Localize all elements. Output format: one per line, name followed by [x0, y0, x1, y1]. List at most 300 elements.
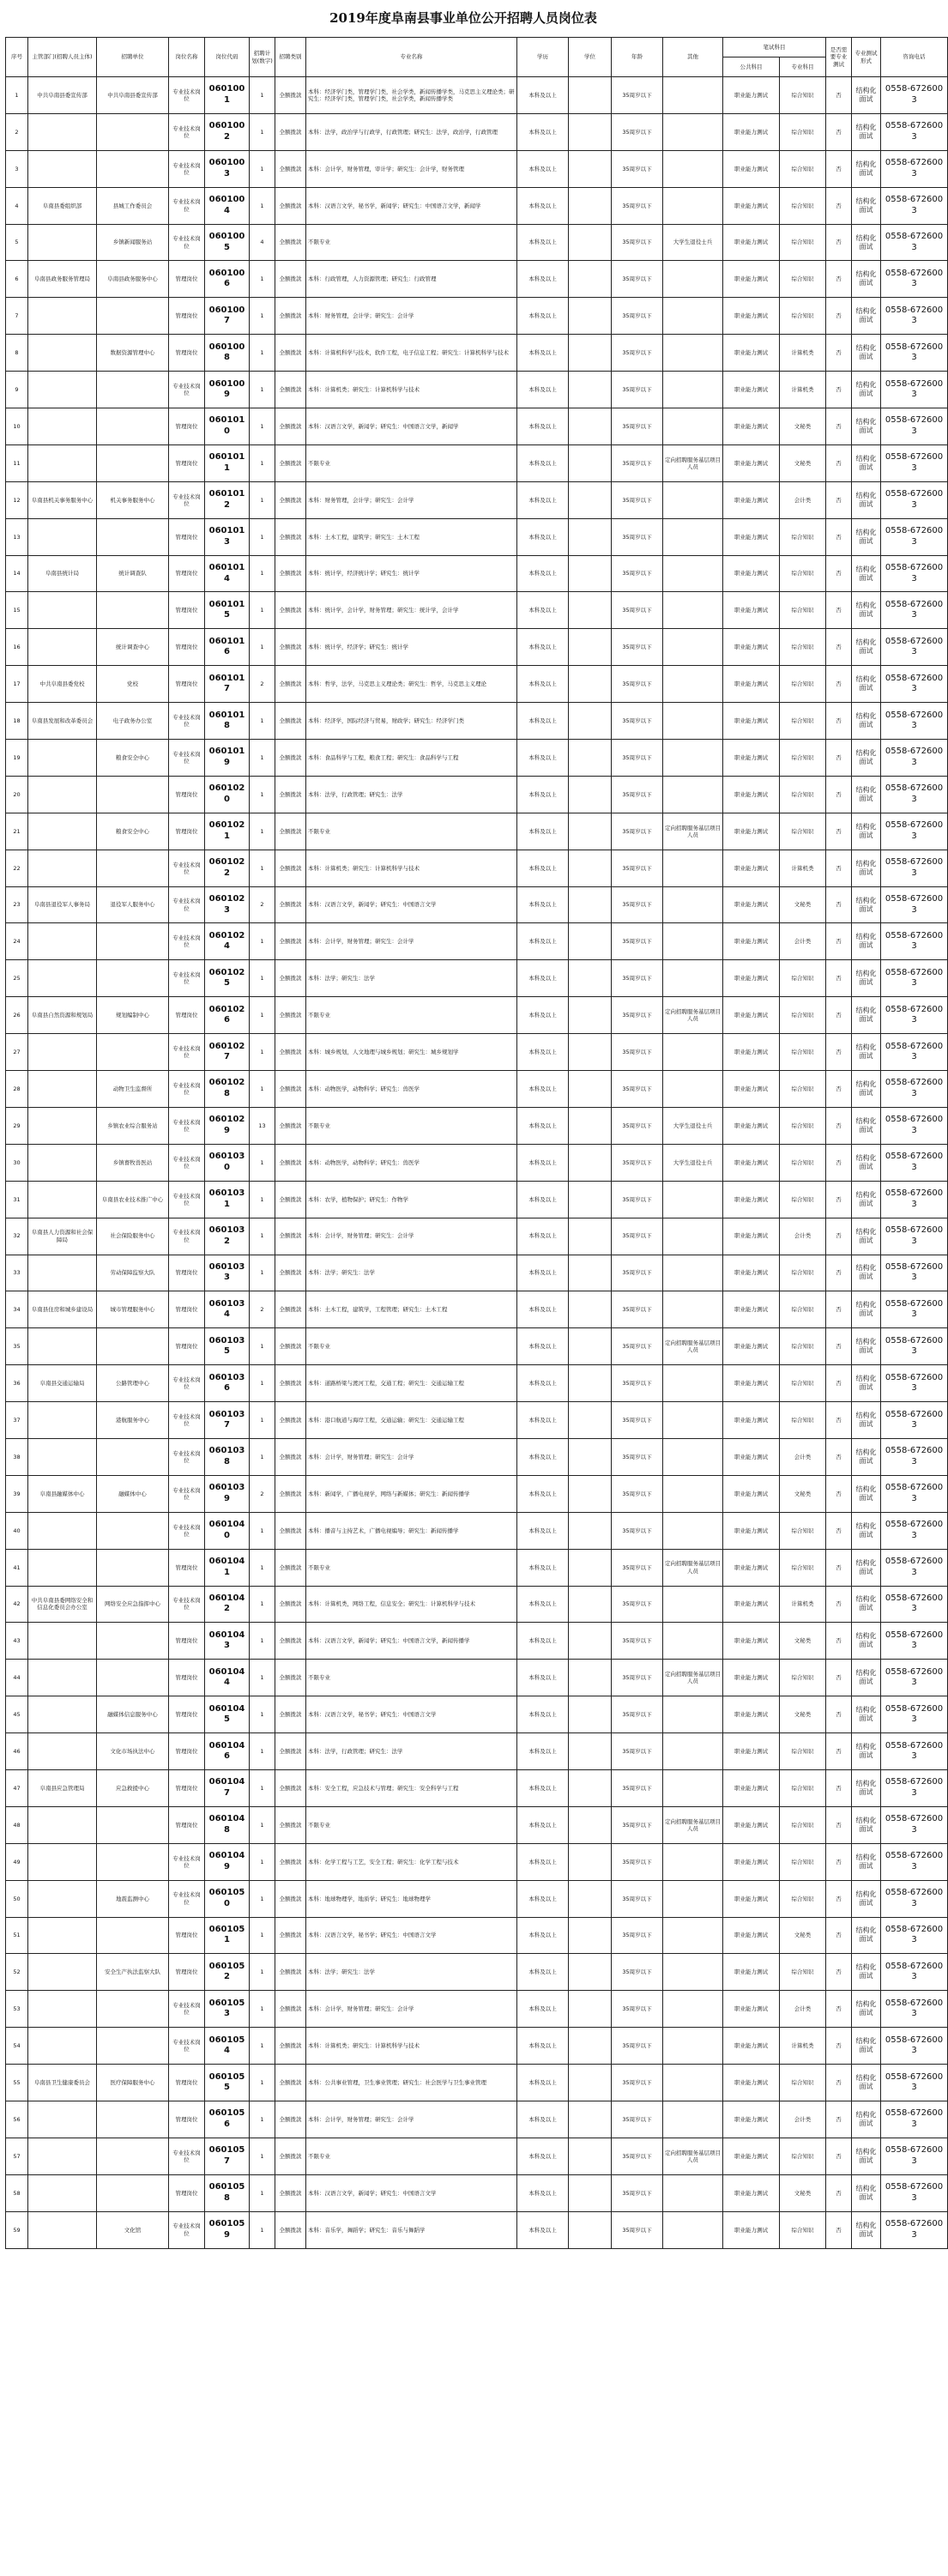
- pro-test-cell: 结构化面试: [852, 2211, 881, 2248]
- pro-test-cell: 结构化面试: [852, 1475, 881, 1512]
- unit-cell: 医疗保障服务中心: [97, 2065, 169, 2101]
- pro-test-cell: 结构化面试: [852, 1438, 881, 1475]
- phone-cell: 0558-6726003: [881, 444, 948, 481]
- pro-test-cell: 结构化面试: [852, 2174, 881, 2211]
- position-code-cell: 0601001: [205, 77, 250, 114]
- row-number: 58: [6, 2174, 28, 2211]
- degree-cell: [569, 923, 612, 960]
- position-code-cell: 0601054: [205, 2028, 250, 2065]
- position-name-cell: 管理岗位: [169, 2101, 205, 2138]
- education-cell: 本科及以上: [517, 629, 569, 666]
- degree-cell: [569, 592, 612, 629]
- exam-common-cell: 职业能力测试: [723, 1071, 780, 1108]
- trial-cell: 否: [826, 481, 852, 518]
- exam-pro-cell: 文秘类: [780, 408, 826, 445]
- department-cell: [28, 1181, 97, 1218]
- pro-test-cell: 结构化面试: [852, 2028, 881, 2065]
- unit-cell: [97, 1806, 169, 1843]
- education-cell: 本科及以上: [517, 555, 569, 592]
- pro-test-cell: 结构化面试: [852, 1843, 881, 1880]
- position-code-cell: 0601049: [205, 1843, 250, 1880]
- department-cell: [28, 2138, 97, 2174]
- pro-test-cell: 结构化面试: [852, 813, 881, 850]
- education-cell: 本科及以上: [517, 518, 569, 555]
- header-pro-test: 专业测试形式: [852, 38, 881, 77]
- degree-cell: [569, 886, 612, 923]
- pro-test-cell: 结构化面试: [852, 1034, 881, 1071]
- row-number: 7: [6, 298, 28, 335]
- age-cell: 35周岁以下: [612, 298, 663, 335]
- position-code-cell: 0601055: [205, 2065, 250, 2101]
- position-code-cell: 0601051: [205, 1917, 250, 1954]
- education-cell: 本科及以上: [517, 1660, 569, 1696]
- exam-pro-cell: 综合知识: [780, 960, 826, 997]
- position-code-cell: 0601040: [205, 1512, 250, 1549]
- position-name-cell: 专业技术岗位: [169, 886, 205, 923]
- position-name-cell: 专业技术岗位: [169, 1218, 205, 1255]
- major-cell: 本科：计算机类；研究生：计算机科学与技术: [306, 372, 517, 408]
- type-cell: 全额拨款: [275, 2211, 306, 2248]
- unit-cell: [97, 150, 169, 187]
- trial-cell: 否: [826, 1880, 852, 1917]
- exam-common-cell: 职业能力测试: [723, 261, 780, 298]
- position-name-cell: 管理岗位: [169, 1291, 205, 1328]
- other-cell: 定向招聘服务基层项目人员: [663, 997, 723, 1034]
- count-cell: 1: [250, 1218, 275, 1255]
- table-row: [6, 1733, 948, 1770]
- education-cell: 本科及以上: [517, 113, 569, 150]
- department-cell: 阜南县交通运输局: [28, 1365, 97, 1402]
- department-cell: 阜南县卫生健康委员会: [28, 2065, 97, 2101]
- table-row: [6, 1843, 948, 1880]
- exam-pro-cell: 综合知识: [780, 261, 826, 298]
- position-name-cell: 管理岗位: [169, 629, 205, 666]
- phone-cell: 0558-6726003: [881, 1623, 948, 1660]
- exam-pro-cell: 计算机类: [780, 335, 826, 372]
- row-number: 56: [6, 2101, 28, 2138]
- pro-test-cell: 结构化面试: [852, 960, 881, 997]
- count-cell: 1: [250, 1034, 275, 1071]
- age-cell: 35周岁以下: [612, 1586, 663, 1623]
- table-row: [6, 187, 948, 224]
- education-cell: 本科及以上: [517, 1328, 569, 1365]
- position-code-cell: 0601021: [205, 813, 250, 850]
- major-cell: 本科：法学，政治学与行政学，行政管理；研究生：法学，政治学，行政管理: [306, 113, 517, 150]
- header-dept: 主管部门(招聘人员主体): [28, 38, 97, 77]
- pro-test-cell: 结构化面试: [852, 1733, 881, 1770]
- position-code-cell: 0601033: [205, 1255, 250, 1291]
- position-code-cell: 0601044: [205, 1660, 250, 1696]
- exam-common-cell: 职业能力测试: [723, 703, 780, 740]
- major-cell: 不限专业: [306, 997, 517, 1034]
- age-cell: 35周岁以下: [612, 2211, 663, 2248]
- positions-table: [5, 37, 948, 2249]
- header-education: 学历: [517, 38, 569, 77]
- position-name-cell: 管理岗位: [169, 1696, 205, 1733]
- count-cell: 1: [250, 261, 275, 298]
- exam-pro-cell: 文秘类: [780, 1696, 826, 1733]
- header-position-name: 岗位名称: [169, 38, 205, 77]
- exam-pro-cell: 综合知识: [780, 150, 826, 187]
- department-cell: [28, 1991, 97, 2028]
- position-code-cell: 0601052: [205, 1954, 250, 1991]
- major-cell: 不限专业: [306, 224, 517, 261]
- table-row: [6, 1475, 948, 1512]
- other-cell: [663, 703, 723, 740]
- position-name-cell: 专业技术岗位: [169, 1880, 205, 1917]
- exam-common-cell: 职业能力测试: [723, 1365, 780, 1402]
- exam-pro-cell: 会计类: [780, 1438, 826, 1475]
- position-code-cell: 0601057: [205, 2138, 250, 2174]
- education-cell: 本科及以上: [517, 224, 569, 261]
- pro-test-cell: 结构化面试: [852, 261, 881, 298]
- department-cell: [28, 923, 97, 960]
- position-code-cell: 0601031: [205, 1181, 250, 1218]
- other-cell: [663, 1034, 723, 1071]
- trial-cell: 否: [826, 1438, 852, 1475]
- pro-test-cell: 结构化面试: [852, 1586, 881, 1623]
- position-code-cell: 0601047: [205, 1769, 250, 1806]
- age-cell: 35周岁以下: [612, 1549, 663, 1586]
- other-cell: [663, 408, 723, 445]
- major-cell: 本科：动物医学，动物科学；研究生：兽医学: [306, 1144, 517, 1181]
- department-cell: [28, 518, 97, 555]
- exam-pro-cell: 综合知识: [780, 776, 826, 813]
- degree-cell: [569, 740, 612, 777]
- unit-cell: [97, 1034, 169, 1071]
- department-cell: [28, 444, 97, 481]
- exam-pro-cell: 综合知识: [780, 1291, 826, 1328]
- row-number: 53: [6, 1991, 28, 2028]
- position-code-cell: 0601042: [205, 1586, 250, 1623]
- education-cell: 本科及以上: [517, 703, 569, 740]
- phone-cell: 0558-6726003: [881, 2028, 948, 2065]
- pro-test-cell: 结构化面试: [852, 372, 881, 408]
- phone-cell: 0558-6726003: [881, 1071, 948, 1108]
- age-cell: 35周岁以下: [612, 1034, 663, 1071]
- phone-cell: 0558-6726003: [881, 187, 948, 224]
- degree-cell: [569, 77, 612, 114]
- count-cell: 2: [250, 886, 275, 923]
- exam-pro-cell: 综合知识: [780, 1071, 826, 1108]
- education-cell: 本科及以上: [517, 2138, 569, 2174]
- age-cell: 35周岁以下: [612, 997, 663, 1034]
- type-cell: 全额拨款: [275, 2174, 306, 2211]
- education-cell: 本科及以上: [517, 2101, 569, 2138]
- pro-test-cell: 结构化面试: [852, 997, 881, 1034]
- age-cell: 35周岁以下: [612, 1475, 663, 1512]
- major-cell: 本科：汉语言文学，新闻学；研究生：中国语言文学: [306, 2174, 517, 2211]
- major-cell: 本科：会计学，财务管理；研究生：会计学: [306, 1438, 517, 1475]
- position-code-cell: 0601029: [205, 1107, 250, 1144]
- other-cell: [663, 1512, 723, 1549]
- pro-test-cell: 结构化面试: [852, 1218, 881, 1255]
- trial-cell: 否: [826, 187, 852, 224]
- phone-cell: 0558-6726003: [881, 518, 948, 555]
- major-cell: 本科：法学，行政管理；研究生：法学: [306, 776, 517, 813]
- age-cell: 35周岁以下: [612, 518, 663, 555]
- major-cell: 本科：土木工程，建筑学，工程管理；研究生：土木工程: [306, 1291, 517, 1328]
- type-cell: 全额拨款: [275, 1255, 306, 1291]
- department-cell: 阜南县机关事务服务中心: [28, 481, 97, 518]
- department-cell: [28, 629, 97, 666]
- header-type: 招聘类别: [275, 38, 306, 77]
- row-number: 55: [6, 2065, 28, 2101]
- position-code-cell: 0601007: [205, 298, 250, 335]
- row-number: 48: [6, 1806, 28, 1843]
- pro-test-cell: 结构化面试: [852, 2138, 881, 2174]
- count-cell: 1: [250, 187, 275, 224]
- pro-test-cell: 结构化面试: [852, 1549, 881, 1586]
- degree-cell: [569, 2028, 612, 2065]
- position-code-cell: 0601039: [205, 1475, 250, 1512]
- phone-cell: 0558-6726003: [881, 850, 948, 886]
- table-row: [6, 997, 948, 1034]
- degree-cell: [569, 1512, 612, 1549]
- table-row: [6, 2028, 948, 2065]
- age-cell: 35周岁以下: [612, 1991, 663, 2028]
- other-cell: [663, 481, 723, 518]
- count-cell: 1: [250, 2028, 275, 2065]
- exam-common-cell: 职业能力测试: [723, 2211, 780, 2248]
- degree-cell: [569, 2174, 612, 2211]
- phone-cell: 0558-6726003: [881, 2174, 948, 2211]
- row-number: 32: [6, 1218, 28, 1255]
- pro-test-cell: 结构化面试: [852, 77, 881, 114]
- pro-test-cell: 结构化面试: [852, 1255, 881, 1291]
- pro-test-cell: 结构化面试: [852, 444, 881, 481]
- major-cell: 不限专业: [306, 813, 517, 850]
- type-cell: 全额拨款: [275, 2138, 306, 2174]
- unit-cell: [97, 960, 169, 997]
- age-cell: 35周岁以下: [612, 372, 663, 408]
- row-number: 16: [6, 629, 28, 666]
- exam-common-cell: 职业能力测试: [723, 1475, 780, 1512]
- department-cell: [28, 1071, 97, 1108]
- exam-common-cell: 职业能力测试: [723, 518, 780, 555]
- table-row: [6, 298, 948, 335]
- position-name-cell: 管理岗位: [169, 1769, 205, 1806]
- table-row: [6, 481, 948, 518]
- unit-cell: 劳动保障监察大队: [97, 1255, 169, 1291]
- education-cell: 本科及以上: [517, 1991, 569, 2028]
- degree-cell: [569, 1880, 612, 1917]
- row-number: 22: [6, 850, 28, 886]
- major-cell: 本科：安全工程，应急技术与管理；研究生：安全科学与工程: [306, 1769, 517, 1806]
- type-cell: 全额拨款: [275, 113, 306, 150]
- degree-cell: [569, 1769, 612, 1806]
- row-number: 47: [6, 1769, 28, 1806]
- other-cell: [663, 1071, 723, 1108]
- count-cell: 13: [250, 1107, 275, 1144]
- type-cell: 全额拨款: [275, 1328, 306, 1365]
- trial-cell: 否: [826, 1107, 852, 1144]
- degree-cell: [569, 298, 612, 335]
- pro-test-cell: 结构化面试: [852, 1402, 881, 1439]
- exam-pro-cell: 综合知识: [780, 1660, 826, 1696]
- department-cell: [28, 1733, 97, 1770]
- department-cell: [28, 2211, 97, 2248]
- pro-test-cell: 结构化面试: [852, 1181, 881, 1218]
- unit-cell: 文化馆: [97, 2211, 169, 2248]
- position-name-cell: 管理岗位: [169, 1549, 205, 1586]
- pro-test-cell: 结构化面试: [852, 1991, 881, 2028]
- degree-cell: [569, 1107, 612, 1144]
- trial-cell: 否: [826, 1291, 852, 1328]
- position-code-cell: 0601012: [205, 481, 250, 518]
- other-cell: 定向招聘服务基层项目人员: [663, 444, 723, 481]
- position-code-cell: 0601009: [205, 372, 250, 408]
- phone-cell: 0558-6726003: [881, 335, 948, 372]
- trial-cell: 否: [826, 2174, 852, 2211]
- exam-common-cell: 职业能力测试: [723, 335, 780, 372]
- department-cell: [28, 813, 97, 850]
- exam-common-cell: 职业能力测试: [723, 1733, 780, 1770]
- major-cell: 本科：汉语言文学，秘书学；研究生：中国语言文学: [306, 1917, 517, 1954]
- other-cell: [663, 1733, 723, 1770]
- other-cell: [663, 1843, 723, 1880]
- table-row: [6, 1218, 948, 1255]
- other-cell: [663, 960, 723, 997]
- exam-common-cell: 职业能力测试: [723, 1255, 780, 1291]
- row-number: 59: [6, 2211, 28, 2248]
- degree-cell: [569, 1402, 612, 1439]
- unit-cell: [97, 2174, 169, 2211]
- pro-test-cell: 结构化面试: [852, 481, 881, 518]
- major-cell: 本科：地球物理学，地质学；研究生：地球物理学: [306, 1880, 517, 1917]
- position-code-cell: 0601035: [205, 1328, 250, 1365]
- other-cell: [663, 629, 723, 666]
- major-cell: 本科：会计学，财务管理；研究生：会计学: [306, 1218, 517, 1255]
- exam-common-cell: 职业能力测试: [723, 1144, 780, 1181]
- type-cell: 全额拨款: [275, 555, 306, 592]
- type-cell: 全额拨款: [275, 1806, 306, 1843]
- unit-cell: [97, 1991, 169, 2028]
- trial-cell: 否: [826, 555, 852, 592]
- trial-cell: 否: [826, 408, 852, 445]
- position-name-cell: 管理岗位: [169, 776, 205, 813]
- position-name-cell: 管理岗位: [169, 1623, 205, 1660]
- trial-cell: 否: [826, 2138, 852, 2174]
- age-cell: 35周岁以下: [612, 408, 663, 445]
- pro-test-cell: 结构化面试: [852, 1917, 881, 1954]
- education-cell: 本科及以上: [517, 1107, 569, 1144]
- department-cell: 中共阜南县委宣传部: [28, 77, 97, 114]
- position-code-cell: 0601005: [205, 224, 250, 261]
- header-major: 专业名称: [306, 38, 517, 77]
- degree-cell: [569, 1034, 612, 1071]
- exam-common-cell: 职业能力测试: [723, 555, 780, 592]
- age-cell: 35周岁以下: [612, 1660, 663, 1696]
- pro-test-cell: 结构化面试: [852, 1365, 881, 1402]
- count-cell: 1: [250, 2138, 275, 2174]
- unit-cell: 退役军人服务中心: [97, 886, 169, 923]
- position-name-cell: 专业技术岗位: [169, 187, 205, 224]
- count-cell: 1: [250, 813, 275, 850]
- position-code-cell: 0601025: [205, 960, 250, 997]
- position-code-cell: 0601043: [205, 1623, 250, 1660]
- type-cell: 全额拨款: [275, 224, 306, 261]
- exam-pro-cell: 会计类: [780, 481, 826, 518]
- degree-cell: [569, 776, 612, 813]
- degree-cell: [569, 224, 612, 261]
- major-cell: 本科：财务管理，会计学；研究生：会计学: [306, 298, 517, 335]
- position-code-cell: 0601032: [205, 1218, 250, 1255]
- exam-common-cell: 职业能力测试: [723, 1991, 780, 2028]
- trial-cell: 否: [826, 518, 852, 555]
- row-number: 10: [6, 408, 28, 445]
- other-cell: 定向招聘服务基层项目人员: [663, 1328, 723, 1365]
- department-cell: [28, 1549, 97, 1586]
- other-cell: [663, 2101, 723, 2138]
- row-number: 27: [6, 1034, 28, 1071]
- phone-cell: 0558-6726003: [881, 1034, 948, 1071]
- other-cell: [663, 2211, 723, 2248]
- phone-cell: 0558-6726003: [881, 298, 948, 335]
- exam-pro-cell: 综合知识: [780, 1954, 826, 1991]
- count-cell: 1: [250, 1402, 275, 1439]
- age-cell: 35周岁以下: [612, 1144, 663, 1181]
- position-name-cell: 管理岗位: [169, 666, 205, 703]
- trial-cell: 否: [826, 776, 852, 813]
- major-cell: 不限专业: [306, 444, 517, 481]
- row-number: 18: [6, 703, 28, 740]
- unit-cell: [97, 2028, 169, 2065]
- phone-cell: 0558-6726003: [881, 1291, 948, 1328]
- position-name-cell: 专业技术岗位: [169, 1475, 205, 1512]
- phone-cell: 0558-6726003: [881, 372, 948, 408]
- position-code-cell: 0601034: [205, 1291, 250, 1328]
- unit-cell: 电子政务办公室: [97, 703, 169, 740]
- education-cell: 本科及以上: [517, 923, 569, 960]
- exam-common-cell: 职业能力测试: [723, 850, 780, 886]
- exam-common-cell: 职业能力测试: [723, 1218, 780, 1255]
- trial-cell: 否: [826, 224, 852, 261]
- exam-common-cell: 职业能力测试: [723, 1954, 780, 1991]
- trial-cell: 否: [826, 960, 852, 997]
- exam-pro-cell: 综合知识: [780, 77, 826, 114]
- pro-test-cell: 结构化面试: [852, 1623, 881, 1660]
- type-cell: 全额拨款: [275, 1218, 306, 1255]
- pro-test-cell: 结构化面试: [852, 1769, 881, 1806]
- row-number: 17: [6, 666, 28, 703]
- major-cell: 本科：汉语言文学，新闻学；研究生：中国语言文学: [306, 886, 517, 923]
- position-code-cell: 0601014: [205, 555, 250, 592]
- age-cell: 35周岁以下: [612, 335, 663, 372]
- row-number: 52: [6, 1954, 28, 1991]
- other-cell: [663, 335, 723, 372]
- table-row: [6, 408, 948, 445]
- trial-cell: 否: [826, 850, 852, 886]
- phone-cell: 0558-6726003: [881, 1181, 948, 1218]
- count-cell: 1: [250, 997, 275, 1034]
- trial-cell: 否: [826, 1954, 852, 1991]
- degree-cell: [569, 960, 612, 997]
- type-cell: 全额拨款: [275, 1144, 306, 1181]
- trial-cell: 否: [826, 997, 852, 1034]
- unit-cell: 应急救援中心: [97, 1769, 169, 1806]
- table-row: [6, 1402, 948, 1439]
- other-cell: [663, 261, 723, 298]
- phone-cell: 0558-6726003: [881, 1769, 948, 1806]
- age-cell: 35周岁以下: [612, 1071, 663, 1108]
- position-name-cell: 专业技术岗位: [169, 1107, 205, 1144]
- phone-cell: 0558-6726003: [881, 1843, 948, 1880]
- pro-test-cell: 结构化面试: [852, 150, 881, 187]
- trial-cell: 否: [826, 1181, 852, 1218]
- education-cell: 本科及以上: [517, 1586, 569, 1623]
- count-cell: 1: [250, 298, 275, 335]
